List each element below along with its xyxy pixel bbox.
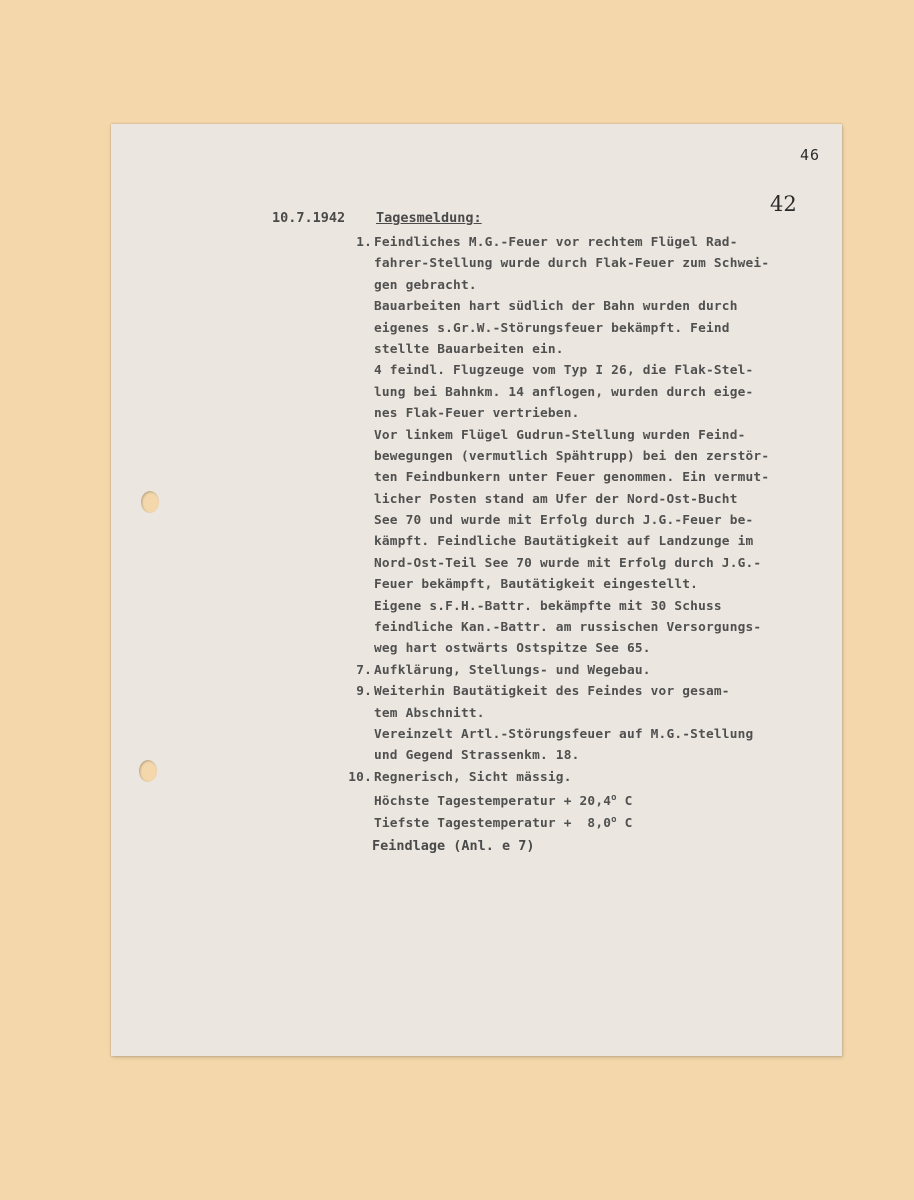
temperature-unit: C xyxy=(616,815,633,831)
report-line xyxy=(340,767,820,788)
report-line xyxy=(340,745,820,766)
line-text: Feindliches M.G.-Feuer vor rechtem Flügel Rad- xyxy=(374,235,738,250)
line-text: eigenes s.Gr.W.-Störungsfeuer bekämpft. Feind xyxy=(374,320,730,336)
report-line xyxy=(340,296,820,317)
report-line xyxy=(340,232,820,253)
line-text: Aufklärung, Stellungs- und Wegebau. xyxy=(374,662,651,678)
line-text: Eigene s.F.H.-Battr. bekämpfte mit 30 Schuss xyxy=(374,598,722,614)
temperature-label: Tiefste Tagestemperatur + xyxy=(374,815,580,831)
report-line xyxy=(340,660,820,681)
line-text: tem Abschnitt. xyxy=(374,705,485,721)
report-line xyxy=(340,360,820,381)
temperature-unit: C xyxy=(616,794,633,810)
report-line xyxy=(340,638,820,659)
footer-note: Feindlage (Anl. e 7) xyxy=(372,838,535,854)
temperature-line xyxy=(340,788,820,809)
punch-hole xyxy=(139,760,157,782)
line-text: Vereinzelt Artl.-Störungsfeuer auf M.G.-Stellung xyxy=(374,726,754,742)
punch-hole xyxy=(141,491,159,513)
degree-sign: o xyxy=(611,793,617,804)
report-line xyxy=(340,703,820,724)
report-line xyxy=(340,446,820,467)
line-text: Vor linkem Flügel Gudrun-Stellung wurden Feind- xyxy=(374,427,746,443)
report-body xyxy=(340,232,820,831)
report-heading: Tagesmeldung: xyxy=(376,210,482,226)
report-line xyxy=(340,617,820,638)
line-text: licher Posten stand am Ufer der Nord-Ost-Bucht xyxy=(374,491,738,507)
report-line xyxy=(340,253,820,274)
temperature-line xyxy=(340,810,820,831)
line-text: fahrer-Stellung wurde durch Flak-Feuer zum Schwei- xyxy=(374,256,770,272)
line-text: und Gegend Strassenkm. 18. xyxy=(374,748,580,764)
line-text: See 70 und wurde mit Erfolg durch J.G.-Feuer be- xyxy=(374,513,754,529)
report-line xyxy=(340,596,820,617)
line-text: 4 feindl. Flugzeuge vom Typ I 26, die Flak-Stel- xyxy=(374,363,754,379)
report-line xyxy=(340,531,820,552)
folio-number: 42 xyxy=(770,192,797,216)
line-text: weg hart ostwärts Ostspitze See 65. xyxy=(374,641,651,657)
report-line xyxy=(340,318,820,339)
temperature-value: 8,0 xyxy=(579,815,612,831)
report-line xyxy=(340,724,820,745)
item-number: 1. xyxy=(356,235,372,250)
report-line xyxy=(340,339,820,360)
line-text: bewegungen (vermutlich Spähtrupp) bei den zerstör- xyxy=(374,448,770,464)
report-line xyxy=(340,489,820,510)
line-text: Weiterhin Bautätigkeit des Feindes vor gesam- xyxy=(374,684,730,700)
temperature-label: Höchste Tagestemperatur + xyxy=(374,794,580,810)
item-number: 7. xyxy=(356,662,372,678)
archive-number: 46 xyxy=(800,146,821,164)
report-line xyxy=(340,275,820,296)
report-line xyxy=(340,467,820,488)
report-line xyxy=(340,574,820,595)
line-text: lung bei Bahnkm. 14 anflogen, wurden durch eige- xyxy=(374,384,754,400)
report-line xyxy=(340,425,820,446)
report-date: 10.7.1942 xyxy=(272,210,346,226)
line-text: gen gebracht. xyxy=(374,277,477,293)
item-number: 9. xyxy=(356,684,372,700)
report-line xyxy=(340,681,820,702)
report-line xyxy=(340,403,820,424)
temperature-value: 20,4 xyxy=(579,794,612,810)
line-text: stellte Bauarbeiten ein. xyxy=(374,341,564,357)
report-line xyxy=(340,510,820,531)
report-line xyxy=(340,553,820,574)
report-line xyxy=(340,382,820,403)
line-text: Feuer bekämpft, Bautätigkeit eingestellt. xyxy=(374,577,699,593)
line-text: Nord-Ost-Teil See 70 wurde mit Erfolg durch J.G.- xyxy=(374,555,762,571)
line-text: Bauarbeiten hart südlich der Bahn wurden durch xyxy=(374,299,738,315)
line-text: kämpft. Feindliche Bautätigkeit auf Landzunge im xyxy=(374,534,754,550)
line-text: ten Feindbunkern unter Feuer genommen. Ein vermut- xyxy=(374,470,770,486)
line-text: nes Flak-Feuer vertrieben. xyxy=(374,406,580,422)
degree-sign: o xyxy=(611,814,617,825)
line-text: Regnerisch, Sicht mässig. xyxy=(374,769,572,785)
item-number: 10. xyxy=(348,769,372,785)
line-text: feindliche Kan.-Battr. am russischen Versorgungs- xyxy=(374,620,762,636)
